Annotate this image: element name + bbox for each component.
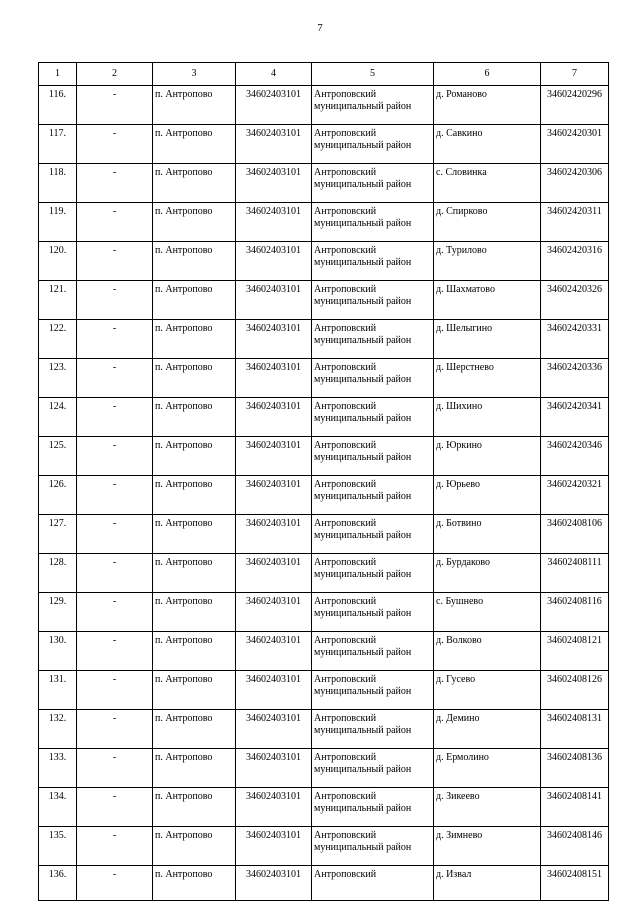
village-cell: д. Ермолино <box>434 749 541 788</box>
district-cell: Антроповский муниципальный район <box>312 788 434 827</box>
column-2-cell: - <box>77 242 153 281</box>
village-cell: д. Спирково <box>434 203 541 242</box>
oktmo-cell: 34602403101 <box>236 281 312 320</box>
row-number-cell: 134. <box>39 788 77 827</box>
header-cell: 4 <box>236 63 312 86</box>
code-cell: 34602408121 <box>541 632 609 671</box>
column-2-cell: - <box>77 125 153 164</box>
code-cell: 34602408116 <box>541 593 609 632</box>
settlement-cell: п. Антропово <box>153 515 236 554</box>
table-row <box>39 866 609 901</box>
code-cell: 34602408111 <box>541 554 609 593</box>
row-number-cell: 116. <box>39 86 77 125</box>
code-cell: 34602408146 <box>541 827 609 866</box>
table-row <box>39 710 609 749</box>
oktmo-cell: 34602403101 <box>236 515 312 554</box>
district-cell: Антроповский муниципальный район <box>312 398 434 437</box>
settlement-cell: п. Антропово <box>153 710 236 749</box>
column-2-cell: - <box>77 86 153 125</box>
oktmo-cell: 34602403101 <box>236 593 312 632</box>
settlement-cell: п. Антропово <box>153 242 236 281</box>
village-cell: д. Шихино <box>434 398 541 437</box>
settlement-cell: п. Антропово <box>153 788 236 827</box>
column-2-cell: - <box>77 476 153 515</box>
village-cell: д. Романово <box>434 86 541 125</box>
column-2-cell: - <box>77 554 153 593</box>
settlement-cell: п. Антропово <box>153 593 236 632</box>
district-cell: Антроповский муниципальный район <box>312 632 434 671</box>
district-cell: Антроповский <box>312 866 434 901</box>
oktmo-cell: 34602403101 <box>236 554 312 593</box>
column-2-cell: - <box>77 788 153 827</box>
village-cell: д. Зикеево <box>434 788 541 827</box>
code-cell: 34602420321 <box>541 476 609 515</box>
district-cell: Антроповский муниципальный район <box>312 242 434 281</box>
row-number-cell: 136. <box>39 866 77 901</box>
column-2-cell: - <box>77 866 153 901</box>
oktmo-cell: 34602403101 <box>236 749 312 788</box>
table-row <box>39 671 609 710</box>
row-number-cell: 119. <box>39 203 77 242</box>
table-row <box>39 359 609 398</box>
header-cell: 3 <box>153 63 236 86</box>
code-cell: 34602408131 <box>541 710 609 749</box>
village-cell: с. Бушнево <box>434 593 541 632</box>
row-number-cell: 128. <box>39 554 77 593</box>
row-number-cell: 131. <box>39 671 77 710</box>
district-cell: Антроповский муниципальный район <box>312 749 434 788</box>
code-cell: 34602420336 <box>541 359 609 398</box>
settlement-cell: п. Антропово <box>153 749 236 788</box>
code-cell: 34602408151 <box>541 866 609 901</box>
district-cell: Антроповский муниципальный район <box>312 437 434 476</box>
column-2-cell: - <box>77 398 153 437</box>
table-row <box>39 554 609 593</box>
village-cell: д. Бурдаково <box>434 554 541 593</box>
column-2-cell: - <box>77 632 153 671</box>
row-number-cell: 120. <box>39 242 77 281</box>
settlement-cell: п. Антропово <box>153 359 236 398</box>
row-number-cell: 129. <box>39 593 77 632</box>
village-cell: д. Шахматово <box>434 281 541 320</box>
code-cell: 34602420306 <box>541 164 609 203</box>
district-cell: Антроповский муниципальный район <box>312 86 434 125</box>
settlement-cell: п. Антропово <box>153 164 236 203</box>
table-row <box>39 281 609 320</box>
column-2-cell: - <box>77 593 153 632</box>
page-number: 7 <box>317 22 323 34</box>
oktmo-cell: 34602403101 <box>236 437 312 476</box>
code-cell: 34602408126 <box>541 671 609 710</box>
district-cell: Антроповский муниципальный район <box>312 164 434 203</box>
village-cell: д. Турилово <box>434 242 541 281</box>
row-number-cell: 125. <box>39 437 77 476</box>
header-cell: 5 <box>312 63 434 86</box>
district-cell: Антроповский муниципальный район <box>312 515 434 554</box>
row-number-cell: 117. <box>39 125 77 164</box>
table-row <box>39 515 609 554</box>
row-number-cell: 122. <box>39 320 77 359</box>
district-cell: Антроповский муниципальный район <box>312 359 434 398</box>
row-number-cell: 124. <box>39 398 77 437</box>
row-number-cell: 132. <box>39 710 77 749</box>
row-number-cell: 133. <box>39 749 77 788</box>
oktmo-cell: 34602403101 <box>236 866 312 901</box>
table-row <box>39 125 609 164</box>
district-cell: Антроповский муниципальный район <box>312 476 434 515</box>
oktmo-cell: 34602403101 <box>236 125 312 164</box>
district-cell: Антроповский муниципальный район <box>312 281 434 320</box>
table-row <box>39 398 609 437</box>
village-cell: д. Гусево <box>434 671 541 710</box>
table-row <box>39 203 609 242</box>
village-cell: д. Извал <box>434 866 541 901</box>
column-2-cell: - <box>77 281 153 320</box>
oktmo-cell: 34602403101 <box>236 710 312 749</box>
oktmo-cell: 34602403101 <box>236 398 312 437</box>
village-cell: д. Волково <box>434 632 541 671</box>
row-number-cell: 118. <box>39 164 77 203</box>
settlement-cell: п. Антропово <box>153 86 236 125</box>
code-cell: 34602420331 <box>541 320 609 359</box>
column-2-cell: - <box>77 437 153 476</box>
district-cell: Антроповский муниципальный район <box>312 320 434 359</box>
table-row <box>39 437 609 476</box>
table-row <box>39 788 609 827</box>
oktmo-cell: 34602403101 <box>236 164 312 203</box>
settlement-cell: п. Антропово <box>153 125 236 164</box>
settlement-cell: п. Антропово <box>153 203 236 242</box>
column-2-cell: - <box>77 515 153 554</box>
code-cell: 34602408106 <box>541 515 609 554</box>
table-row <box>39 476 609 515</box>
settlement-cell: п. Антропово <box>153 827 236 866</box>
village-cell: д. Шелыгино <box>434 320 541 359</box>
village-cell: д. Шерстнево <box>434 359 541 398</box>
table-header-row <box>39 63 609 86</box>
table-row <box>39 242 609 281</box>
code-cell: 34602408136 <box>541 749 609 788</box>
settlement-cell: п. Антропово <box>153 437 236 476</box>
column-2-cell: - <box>77 359 153 398</box>
header-cell: 1 <box>39 63 77 86</box>
table-body <box>39 63 609 901</box>
column-2-cell: - <box>77 749 153 788</box>
column-2-cell: - <box>77 320 153 359</box>
settlement-cell: п. Антропово <box>153 476 236 515</box>
oktmo-cell: 34602403101 <box>236 320 312 359</box>
code-cell: 34602420301 <box>541 125 609 164</box>
table-row <box>39 86 609 125</box>
code-cell: 34602420341 <box>541 398 609 437</box>
district-cell: Антроповский муниципальный район <box>312 593 434 632</box>
oktmo-cell: 34602403101 <box>236 359 312 398</box>
row-number-cell: 123. <box>39 359 77 398</box>
row-number-cell: 121. <box>39 281 77 320</box>
code-cell: 34602420326 <box>541 281 609 320</box>
settlement-cell: п. Антропово <box>153 554 236 593</box>
settlement-cell: п. Антропово <box>153 671 236 710</box>
code-cell: 34602420296 <box>541 86 609 125</box>
oktmo-cell: 34602403101 <box>236 827 312 866</box>
district-cell: Антроповский муниципальный район <box>312 125 434 164</box>
oktmo-cell: 34602403101 <box>236 242 312 281</box>
header-cell: 7 <box>541 63 609 86</box>
oktmo-cell: 34602403101 <box>236 203 312 242</box>
code-cell: 34602420311 <box>541 203 609 242</box>
settlement-cell: п. Антропово <box>153 398 236 437</box>
district-cell: Антроповский муниципальный район <box>312 671 434 710</box>
oktmo-cell: 34602403101 <box>236 86 312 125</box>
row-number-cell: 130. <box>39 632 77 671</box>
column-2-cell: - <box>77 671 153 710</box>
column-2-cell: - <box>77 203 153 242</box>
settlement-cell: п. Антропово <box>153 320 236 359</box>
code-cell: 34602420316 <box>541 242 609 281</box>
column-2-cell: - <box>77 710 153 749</box>
village-cell: д. Юркино <box>434 437 541 476</box>
oktmo-cell: 34602403101 <box>236 632 312 671</box>
column-2-cell: - <box>77 164 153 203</box>
district-cell: Антроповский муниципальный район <box>312 710 434 749</box>
table-row <box>39 632 609 671</box>
village-cell: д. Савкино <box>434 125 541 164</box>
village-cell: д. Ботвино <box>434 515 541 554</box>
village-cell: д. Зимнево <box>434 827 541 866</box>
code-cell: 34602408141 <box>541 788 609 827</box>
row-number-cell: 126. <box>39 476 77 515</box>
table-row <box>39 320 609 359</box>
header-cell: 6 <box>434 63 541 86</box>
district-cell: Антроповский муниципальный район <box>312 827 434 866</box>
village-cell: с. Словинка <box>434 164 541 203</box>
settlement-cell: п. Антропово <box>153 281 236 320</box>
settlement-cell: п. Антропово <box>153 632 236 671</box>
table-row <box>39 827 609 866</box>
oktmo-cell: 34602403101 <box>236 476 312 515</box>
village-cell: д. Демино <box>434 710 541 749</box>
oktmo-cell: 34602403101 <box>236 788 312 827</box>
column-2-cell: - <box>77 827 153 866</box>
village-cell: д. Юрьево <box>434 476 541 515</box>
settlement-cell: п. Антропово <box>153 866 236 901</box>
oktmo-cell: 34602403101 <box>236 671 312 710</box>
table-row <box>39 164 609 203</box>
header-cell: 2 <box>77 63 153 86</box>
table-row <box>39 593 609 632</box>
row-number-cell: 127. <box>39 515 77 554</box>
district-cell: Антроповский муниципальный район <box>312 203 434 242</box>
row-number-cell: 135. <box>39 827 77 866</box>
district-cell: Антроповский муниципальный район <box>312 554 434 593</box>
table-row <box>39 749 609 788</box>
code-cell: 34602420346 <box>541 437 609 476</box>
settlements-table <box>38 62 609 901</box>
